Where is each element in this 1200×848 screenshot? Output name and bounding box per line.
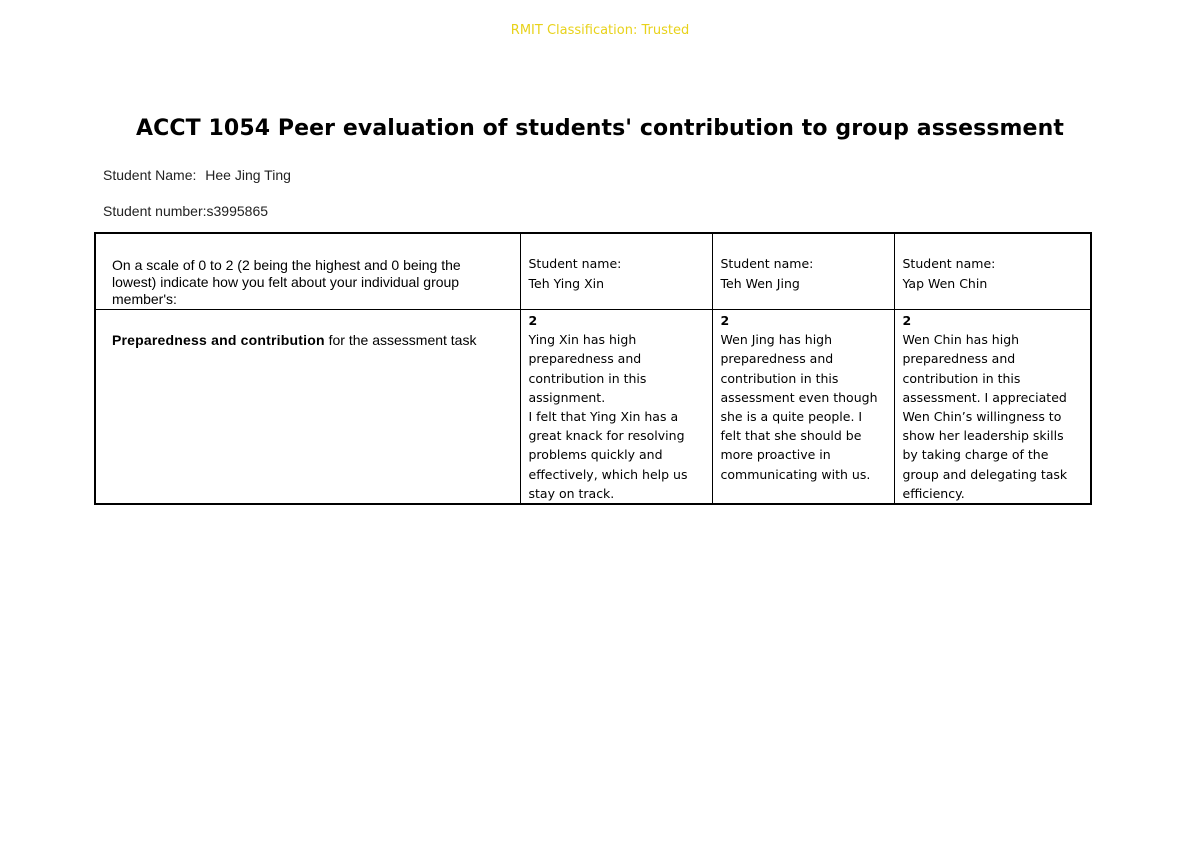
criterion-rest: for the assessment task [324, 332, 477, 348]
table-header-row [95, 233, 1091, 310]
comment-line: Ying Xin has high [528, 332, 637, 348]
comment-line: communicating with us. [720, 466, 871, 482]
classification-label: RMIT Classification: Trusted [510, 23, 690, 38]
comment-line: by taking charge of the [902, 447, 1049, 463]
student-name-line [103, 167, 291, 183]
peer-evaluation-table [94, 232, 1092, 505]
student-header-cell [712, 233, 894, 310]
comment-line: assessment. I appreciated [902, 389, 1067, 405]
comment-line: group and delegating task [902, 466, 1068, 482]
evaluation-cell [520, 310, 712, 505]
student-name-label: Student name: [528, 256, 622, 271]
student-number-value: s3995865 [206, 203, 269, 219]
evaluation-cell [894, 310, 1091, 505]
evaluation-cell [712, 310, 894, 505]
student-name-label: Student name: [902, 256, 996, 271]
student-name: Yap Wen Chin [902, 275, 988, 291]
comment-line: show her leadership skills [902, 428, 1064, 444]
comment-line: more proactive in [720, 447, 831, 463]
comment-line: I felt that Ying Xin has a [528, 409, 679, 425]
comment-line: stay on track. [528, 485, 615, 501]
comment-line: contribution in this [902, 370, 1021, 386]
student-name-label: Student Name: [103, 167, 197, 183]
student-name: Teh Ying Xin [528, 275, 605, 291]
document-title: ACCT 1054 Peer evaluation of students' contribution to group assessment [136, 116, 1064, 141]
comment-line: efficiency. [902, 485, 965, 501]
student-number-label: Student number: [103, 203, 207, 219]
comment-line: assignment. [528, 389, 606, 405]
comment-line: she is a quite people. I [720, 409, 863, 425]
comment-line: assessment even though [720, 389, 878, 405]
comment-line: Wen Chin has high [902, 332, 1020, 348]
score-value: 2 [902, 313, 912, 328]
student-header-cell [520, 233, 712, 310]
comment-line: problems quickly and [528, 447, 663, 463]
comment-line: contribution in this [528, 370, 647, 386]
score-value: 2 [528, 313, 538, 328]
comment-line: preparedness and [720, 351, 834, 367]
criterion-text [96, 310, 520, 349]
instruction-text: On a scale of 0 to 2 (2 being the highest and 0 being the lowest) indicate how you felt about your individual group member's: [112, 257, 461, 307]
student-header-cell [894, 233, 1091, 310]
comment-line: Wen Chin’s willingness to [902, 409, 1062, 425]
student-name: Teh Wen Jing [720, 275, 800, 291]
comment-line: Wen Jing has high [720, 332, 833, 348]
table-row [95, 310, 1091, 505]
comment-line: felt that she should be [720, 428, 862, 444]
comment-line: great knack for resolving [528, 428, 685, 444]
comment-line: preparedness and [528, 351, 642, 367]
comment-line: contribution in this [720, 370, 839, 386]
instruction-cell [95, 233, 520, 310]
student-number-line [103, 203, 268, 219]
comment-line: effectively, which help us [528, 466, 688, 482]
score-value: 2 [720, 313, 730, 328]
comment-line: preparedness and [902, 351, 1016, 367]
student-name-label: Student name: [720, 256, 814, 271]
criterion-cell [95, 310, 520, 505]
student-name-value: Hee Jing Ting [205, 167, 291, 183]
criterion-bold: Preparedness and contribution [112, 332, 325, 348]
